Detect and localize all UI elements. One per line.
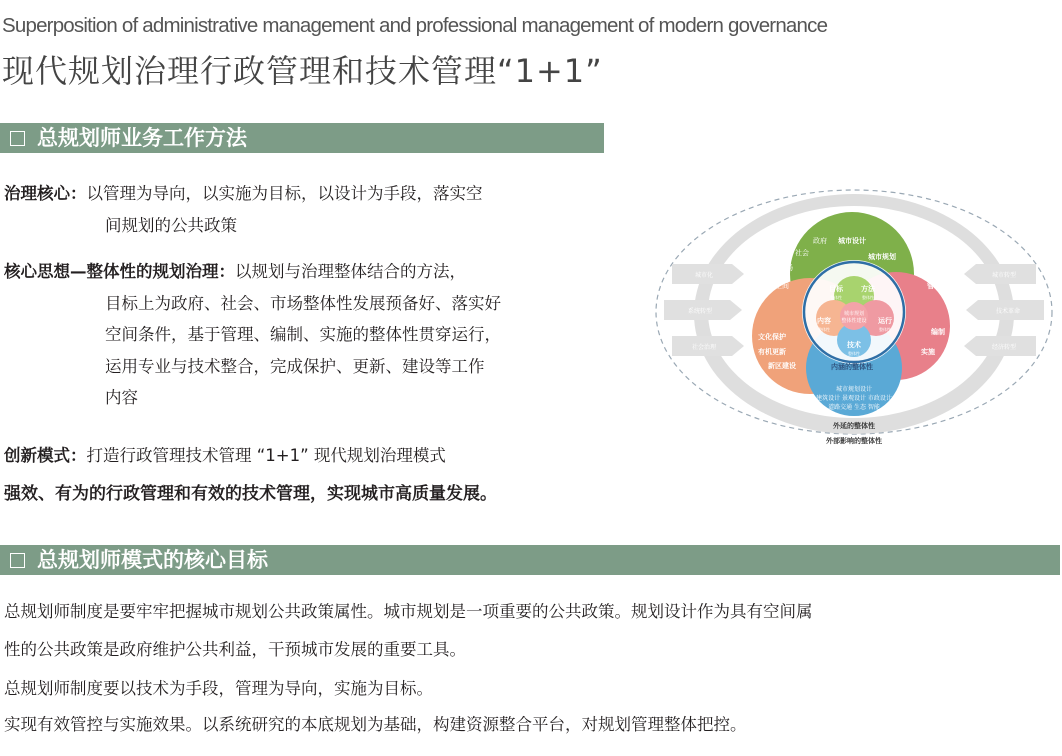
page-title: 现代规划治理行政管理和技术管理“1+1” xyxy=(2,52,603,90)
outer-left-label-2: 社会治理 xyxy=(691,344,717,351)
outer-left-label-1: 系统转型 xyxy=(687,308,713,315)
conclusion-text: 强效、有为的行政管理和有效的技术管理，实现城市高质量发展。 xyxy=(4,484,497,504)
blue-label-0: 城市规划设计 xyxy=(835,386,873,393)
blue-label-1: 建筑设计 景观设计 市政设计 xyxy=(816,395,892,402)
orange-label-2: 新区建设 xyxy=(768,362,796,370)
orange-label-0: 文化保护 xyxy=(758,333,786,341)
inner-center-0: 城市规划 xyxy=(843,311,865,317)
outer-right-arrows xyxy=(964,264,1044,356)
inner-target: 目标 xyxy=(829,285,843,293)
inner-tech-sub: 整体性 xyxy=(848,351,860,356)
section-heading-text: 总规划师模式的核心目标 xyxy=(37,548,268,572)
inner-tech: 技术 xyxy=(847,341,861,349)
core-idea-line3: 空间条件，基于管理、编制、实施的整体性贯穿运行， xyxy=(105,325,501,344)
goals-line3: 总规划师制度要以技术为手段，管理为导向，实施为目标。 xyxy=(4,679,433,698)
green-label-0: 城市设计 xyxy=(838,237,866,245)
ring-inner-label: 内涵的整体性 xyxy=(831,363,873,371)
checkbox-square-icon xyxy=(10,553,25,568)
blue-label-2: 道路交通 生态 智能 xyxy=(828,404,880,411)
section-heading-methods xyxy=(0,123,604,153)
core-idea-line4: 运用专业与技术整合，完成保护、更新、建设等工作 xyxy=(105,356,485,376)
inner-method: 方法 xyxy=(861,285,875,293)
goals-line1: 总规划师制度是要牢牢把握城市规划公共政策属性。城市规划是一项重要的公共政策。规划设计作为具有空间属 xyxy=(4,602,813,621)
core-idea-label: 核心思想—整体性的规划治理： xyxy=(4,262,235,281)
green-small-1: 社会 xyxy=(795,249,809,257)
inner-method-sub: 整体性 xyxy=(862,295,874,300)
subtitle-en: Superposition of administrative management and professional management of modern governance xyxy=(2,14,828,37)
pink-label-1: 编制 xyxy=(931,328,945,336)
inner-operation: 运行 xyxy=(878,317,892,325)
innovation-label: 创新模式： xyxy=(4,446,87,465)
section-heading-text: 总规划师业务工作方法 xyxy=(37,126,247,150)
core-idea-line1: 以规划与治理整体结合的方法， xyxy=(235,262,466,281)
governance-core-label: 治理核心： xyxy=(4,184,87,203)
inner-content-sub: 整体性 xyxy=(818,327,830,332)
core-idea-line5: 内容 xyxy=(105,388,138,407)
core-idea-line2: 目标上为政府、社会、市场整体性发展预备好、落实好 xyxy=(105,293,501,313)
pink-label-0: 管理 xyxy=(927,282,941,290)
green-small-2: 市场 xyxy=(779,264,793,272)
goals-line2: 性的公共政策是政府维护公共利益，干预城市发展的重要工具。 xyxy=(4,640,466,659)
inner-content: 内容 xyxy=(817,317,831,325)
green-label-1: 城市规划 xyxy=(868,253,896,261)
governance-diagram xyxy=(652,186,1056,450)
governance-core-paragraph xyxy=(4,178,483,241)
inner-center-1: 整体性建设 xyxy=(841,318,867,324)
outer-right-label-2: 经济转型 xyxy=(991,344,1017,351)
green-small-0: 政府 xyxy=(813,237,827,245)
inner-operation-sub: 整体性 xyxy=(879,327,891,332)
ring-extension-label: 外延的整体性 xyxy=(833,422,875,430)
orange-label-1: 有机更新 xyxy=(758,348,786,356)
outer-left-arrows xyxy=(664,264,744,356)
ring-external-label: 外部影响的整体性 xyxy=(826,437,882,445)
core-idea-paragraph xyxy=(4,256,501,414)
governance-core-line1: 以管理为导向，以实施为目标，以设计为手段，落实空 xyxy=(86,184,483,203)
innovation-paragraph xyxy=(4,440,446,472)
green-small-3: 空间 xyxy=(775,282,789,290)
pink-label-2: 实施 xyxy=(921,348,935,356)
goals-line4: 实现有效管控与实施效果。以系统研究的本底规划为基础，构建资源整合平台，对规划管理整体把控。 xyxy=(4,715,747,734)
outer-right-label-0: 城市转型 xyxy=(991,272,1017,279)
governance-core-line2: 间规划的公共政策 xyxy=(105,215,237,235)
checkbox-square-icon xyxy=(10,131,25,146)
outer-left-label-0: 城市化 xyxy=(694,272,714,279)
inner-target-sub: 整体性 xyxy=(830,295,842,300)
section-heading-goals xyxy=(0,545,1060,575)
innovation-text: 打造行政管理技术管理 “1+1” 现代规划治理模式 xyxy=(86,446,446,465)
outer-right-label-1: 技术革命 xyxy=(995,308,1021,315)
